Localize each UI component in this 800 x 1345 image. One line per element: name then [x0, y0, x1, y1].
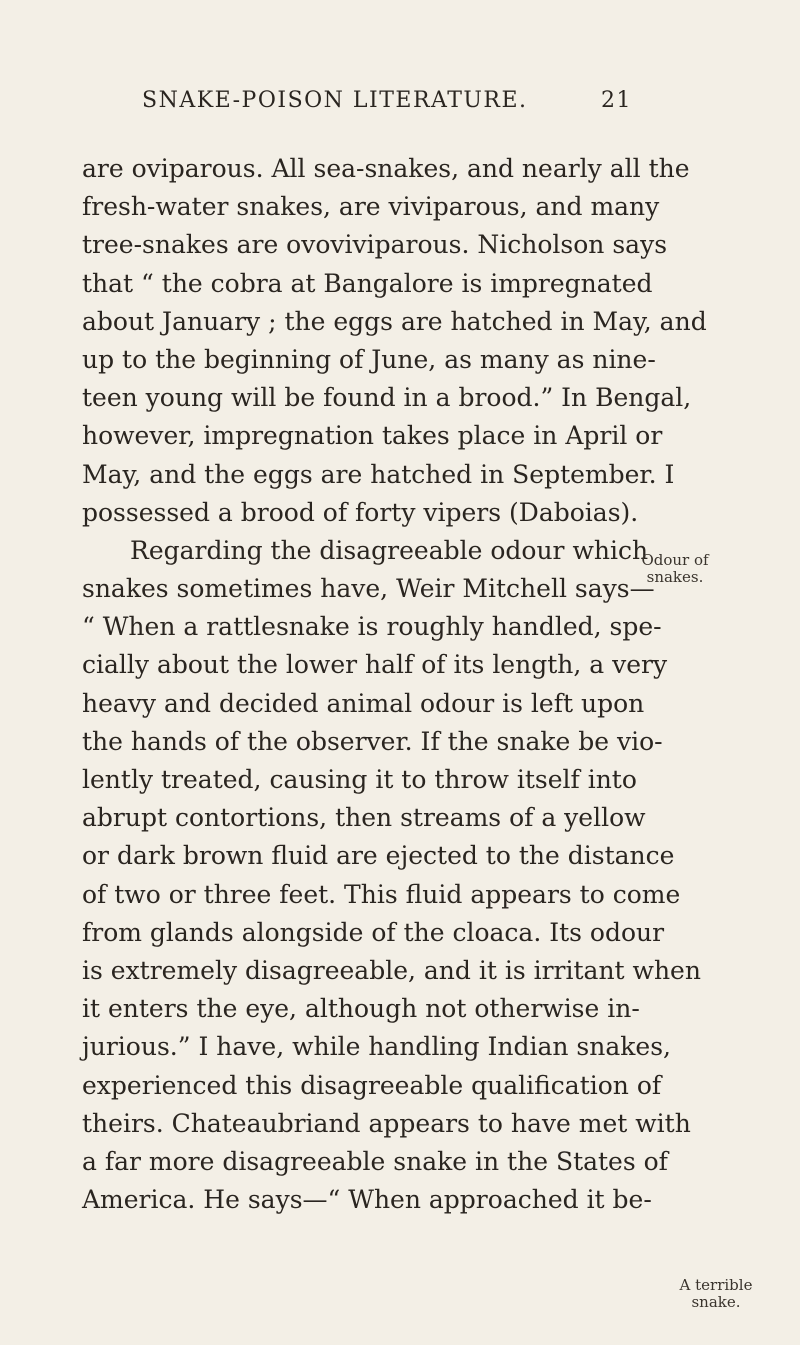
page-number: 21 [601, 88, 632, 113]
text-line: fresh-water snakes, are viviparous, and many [82, 192, 660, 222]
running-header [142, 88, 632, 128]
text-line: abrupt contortions, then streams of a yellow [82, 803, 646, 833]
text-line: it enters the eye, although not otherwise in- [82, 994, 640, 1024]
text-line: from glands alongside of the cloaca. Its odour [82, 917, 665, 947]
text-line: theirs. Chateaubriand appears to have met with [82, 1108, 691, 1138]
text-line: or dark brown fluid are ejected to the distance [82, 841, 675, 871]
text-line: possessed a brood of forty vipers (Daboias). [82, 497, 639, 527]
text-line: that “ the cobra at Bangalore is impregnated [82, 268, 653, 298]
text-line: tree-snakes are ovoviviparous. Nicholson says [82, 230, 668, 260]
text-line: experienced this disagreeable qualification of [82, 1070, 662, 1100]
text-line: about January ; the eggs are hatched in May, and [82, 306, 707, 336]
text-line: are oviparous. All sea-snakes, and nearly all the [82, 154, 690, 183]
text-line: lently treated, causing it to throw itself into [82, 765, 637, 794]
text-line: cially about the lower half of its length, a very [82, 650, 668, 680]
text-line: teen young will be found in a brood.” In Bengal, [82, 383, 692, 413]
text-line: a far more disagreeable snake in the States of [82, 1146, 668, 1176]
text-line: May, and the eggs are hatched in September. I [82, 459, 675, 489]
margin-note-terrible-snake: A terrible snake. [679, 1276, 753, 1311]
running-title: SNAKE-POISON LITERATURE. [142, 88, 528, 113]
text-line: however, impregnation takes place in April or [82, 421, 663, 451]
text-line: snakes sometimes have, Weir Mitchell says— [82, 574, 655, 604]
margin-note-odour: Odour of snakes. [641, 551, 709, 586]
text-line: America. He says—“ When approached it be- [82, 1185, 652, 1215]
text-line: heavy and decided animal odour is left upon [82, 688, 645, 718]
text-line: of two or three feet. This fluid appears to come [82, 879, 681, 909]
text-line: is extremely disagreeable, and it is irritant when [82, 955, 701, 985]
text-line: jurious.” I have, while handling Indian snakes, [82, 1032, 671, 1062]
text-line: up to the beginning of June, as many as nine- [82, 344, 656, 374]
text-line: Regarding the disagreeable odour which [130, 535, 649, 565]
text-line: the hands of the observer. If the snake be vio- [82, 726, 663, 756]
text-line: “ When a rattlesnake is roughly handled, spe- [82, 612, 662, 642]
